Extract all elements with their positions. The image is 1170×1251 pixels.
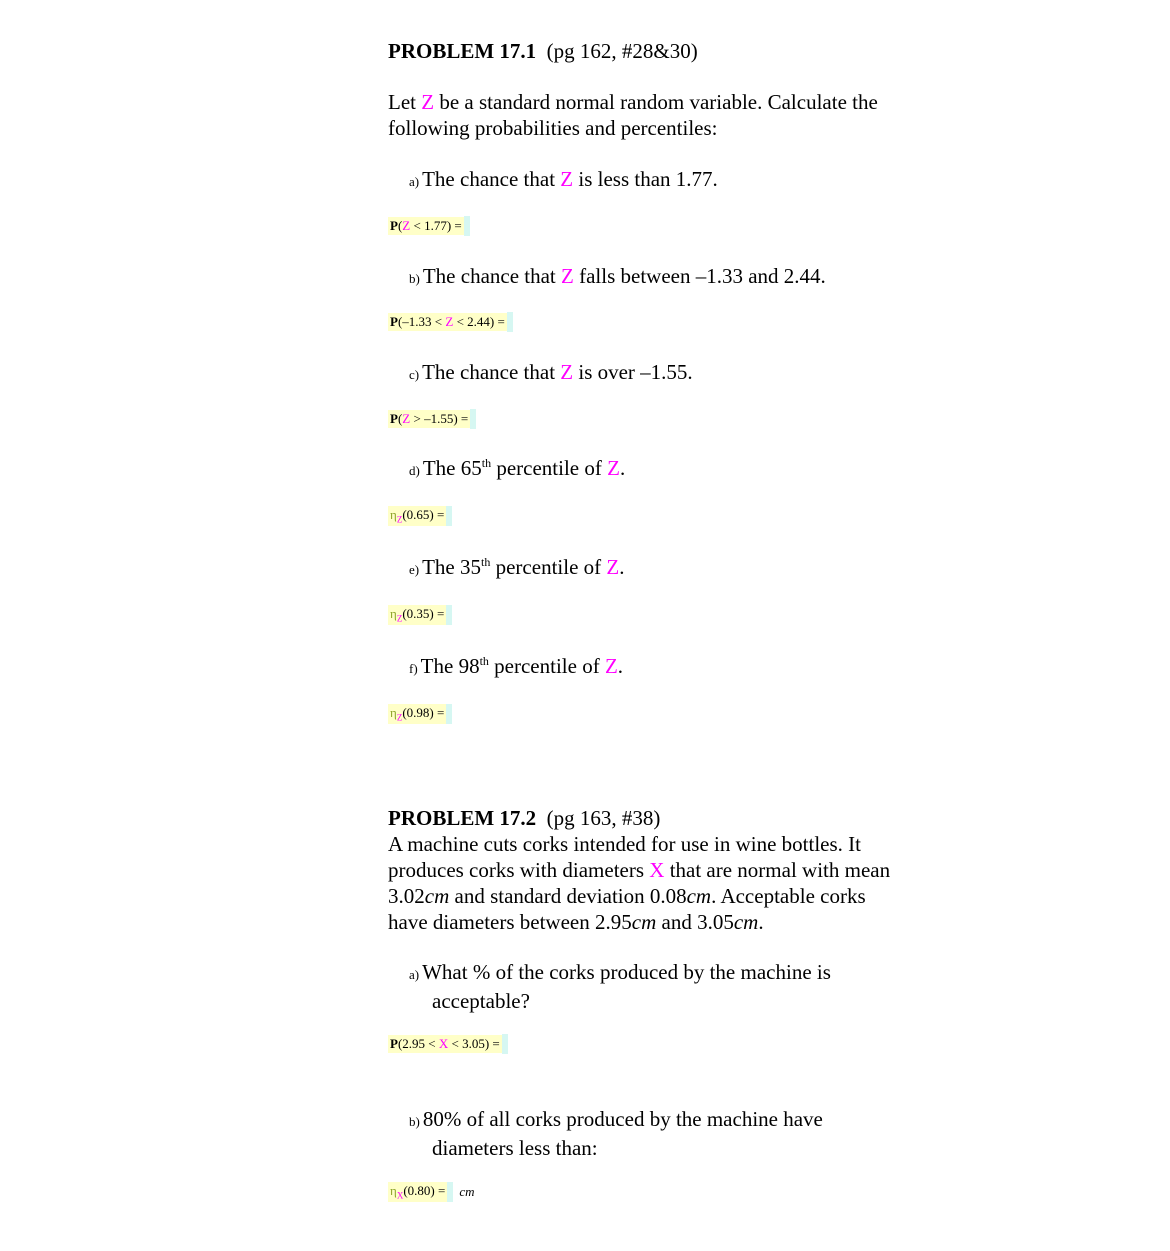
answer-c: [388, 409, 476, 429]
answer-d-label: $\eta_Z(0.65)$ =: [390, 507, 445, 525]
answer-c-label: P(Z > –1.55) =: [390, 411, 469, 426]
answer-e-field[interactable]: [446, 605, 452, 625]
answer-a-field[interactable]: [464, 216, 470, 236]
answer-2b-field[interactable]: [447, 1182, 453, 1202]
answer-f: [388, 704, 452, 724]
answer-2b-label: $\eta_X(0.80)$ =: [390, 1183, 446, 1201]
answer-2a-field[interactable]: [502, 1034, 508, 1054]
problem-17-2-intro: A machine cuts corks intended for use in wine bottles. It produces corks with diameters X that are normal with mean 3.02cm and standard deviation 0.08cm. Acceptable corks have diameters between 2.95cm and 3.05cm.: [388, 832, 891, 934]
answer-b-label: P(–1.33 < Z < 2.44) =: [390, 314, 505, 329]
question-e: e) The 35th percentile of Z.: [409, 555, 625, 579]
answer-2a-label: P(2.95 < X < 3.05) =: [390, 1036, 500, 1051]
answer-2b: [388, 1182, 474, 1202]
answer-c-field[interactable]: [470, 409, 476, 429]
answer-f-label: $\eta_Z(0.98)$ =: [390, 705, 445, 723]
problem-17-2-title: PROBLEM 17.2 (pg 163, #38): [388, 806, 661, 830]
answer-b-field[interactable]: [507, 312, 513, 332]
answer-a: [388, 216, 470, 236]
question-2a: a) What % of the corks produced by the machine is acceptable?: [409, 960, 831, 1013]
answer-d: [388, 506, 452, 526]
answer-2b-unit: cm: [459, 1184, 475, 1199]
answer-e: [388, 605, 452, 625]
question-d: d) The 65th percentile of Z.: [409, 456, 626, 480]
answer-e-label: $\eta_Z(0.35)$ =: [390, 606, 445, 624]
answer-a-label: P(Z < 1.77) =: [390, 218, 462, 233]
question-b: b) The chance that Z falls between –1.33 and 2.44.: [409, 264, 826, 288]
question-2b: b) 80% of all corks produced by the machine have diameters less than:: [409, 1107, 823, 1160]
question-a: a) The chance that Z is less than 1.77.: [409, 167, 718, 191]
answer-f-field[interactable]: [446, 704, 452, 724]
answer-d-field[interactable]: [446, 506, 452, 526]
answer-b: [388, 312, 513, 332]
question-f: f) The 98th percentile of Z.: [409, 654, 624, 678]
problem-17-1-title: PROBLEM 17.1 (pg 162, #28&30): [388, 39, 698, 63]
answer-2a: [388, 1034, 508, 1054]
question-c: c) The chance that Z is over –1.55.: [409, 360, 693, 384]
problem-17-1-intro: Let Z be a standard normal random variable. Calculate the following probabilities and percentiles:: [388, 90, 878, 140]
